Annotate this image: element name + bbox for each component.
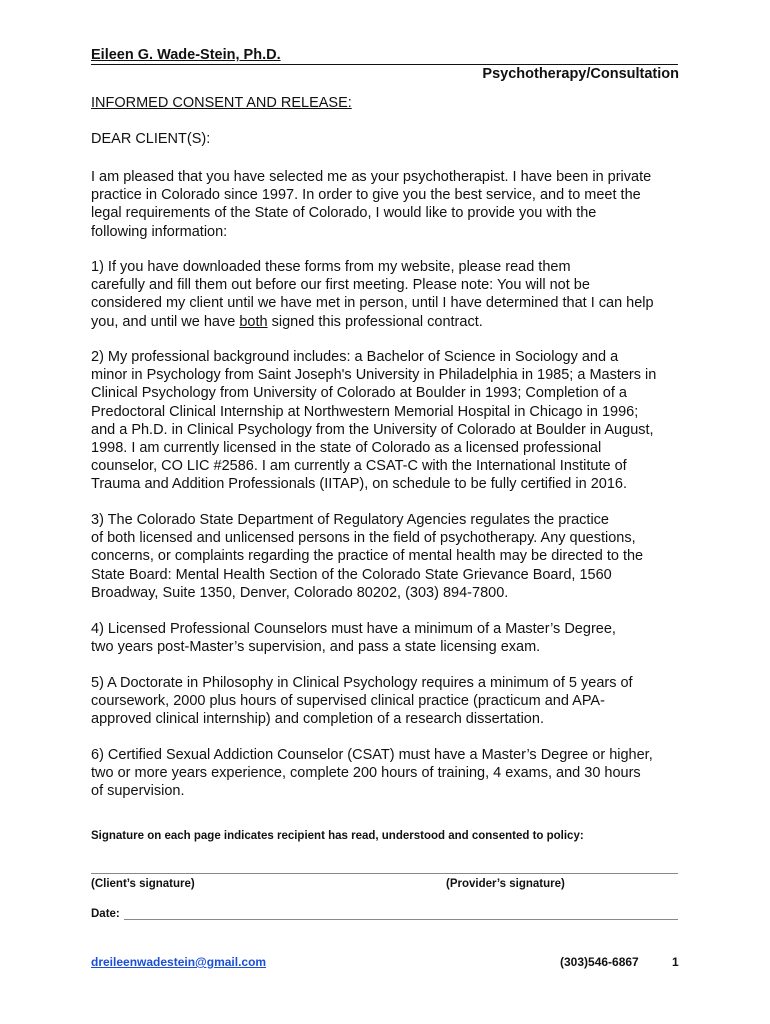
email-link[interactable]: dreileenwadestein@gmail.com [91, 955, 267, 969]
paragraph-line: Predoctoral Clinical Internship at Northwestern Memorial Hospital in Chicago in 1996; [91, 403, 639, 420]
paragraph-line: practice in Colorado since 1997. In order to give you the best service, and to meet the [91, 187, 641, 204]
paragraph-line [91, 313, 691, 331]
paragraph-line: and a Ph.D. in Clinical Psychology from the University of Colorado at Boulder in August, [91, 421, 654, 438]
paragraph-line: of supervision. [91, 783, 185, 800]
provider-signature-label: (Provider’s signature) [446, 878, 565, 890]
paragraph-line: legal requirements of the State of Colorado, I would like to provide you with the [91, 205, 597, 222]
date-label: Date: [91, 908, 120, 920]
section-title: INFORMED CONSENT AND RELEASE: [91, 95, 352, 111]
paragraph-line: Trauma and Addition Professionals (IITAP), on schedule to be fully certified in 2016. [91, 476, 627, 493]
practice-title: Psychotherapy/Consultation [482, 66, 679, 82]
paragraph-line: concerns, or complaints regarding the practice of mental health may be directed to the [91, 548, 644, 565]
paragraph-line: 1998. I am currently licensed in the state of Colorado as a licensed professional [91, 440, 602, 457]
item-5-paragraph [91, 674, 691, 729]
paragraph-line: of both licensed and unlicensed persons in the field of psychotherapy. Any questions, [91, 530, 636, 547]
paragraph-line: Clinical Psychology from University of Colorado at Boulder in 1993; Completion of a [91, 385, 627, 402]
signature-line[interactable] [91, 873, 678, 874]
header-name-line [91, 47, 678, 65]
paragraph-line: 5) A Doctorate in Philosophy in Clinical Psychology requires a minimum of 5 years of [91, 675, 633, 691]
paragraph-line: minor in Psychology from Saint Joseph's University in Philadelphia in 1985; a Masters in [91, 367, 657, 384]
paragraph-line: counselor, CO LIC #2586. I am currently a CSAT-C with the International Institute of [91, 458, 627, 475]
item-6-paragraph [91, 746, 691, 801]
item-4-paragraph [91, 620, 691, 656]
paragraph-line: 3) The Colorado State Department of Regulatory Agencies regulates the practice [91, 512, 609, 528]
paragraph-line: considered my client until we have met in person, until I have determined that I can help [91, 295, 654, 312]
paragraph-line: Broadway, Suite 1350, Denver, Colorado 80202, (303) 894-7800. [91, 584, 509, 601]
salutation: DEAR CLIENT(S): [91, 131, 211, 147]
intro-paragraph [91, 168, 691, 241]
paragraph-line: two or more years experience, complete 200 hours of training, 4 exams, and 30 hours [91, 765, 641, 782]
line-segment: you, and until we have [91, 313, 240, 330]
paragraph-line: following information: [91, 223, 228, 240]
date-line[interactable] [124, 919, 678, 920]
paragraph-line: 6) Certified Sexual Addiction Counselor (CSAT) must have a Master’s Degree or higher, [91, 747, 653, 763]
paragraph-line: State Board: Mental Health Section of the Colorado State Grievance Board, 1560 [91, 566, 612, 583]
page-number: 1 [672, 955, 679, 969]
emphasis-both: both [239, 313, 268, 330]
paragraph-line: 2) My professional background includes: a Bachelor of Science in Sociology and a [91, 349, 619, 365]
line-segment: signed this professional contract. [267, 313, 483, 330]
client-signature-label: (Client’s signature) [91, 878, 195, 890]
paragraph-line: 4) Licensed Professional Counselors must have a minimum of a Master’s Degree, [91, 621, 616, 637]
paragraph-line: coursework, 2000 plus hours of supervised clinical practice (practicum and APA- [91, 693, 605, 710]
paragraph-line: approved clinical internship) and completion of a research dissertation. [91, 711, 544, 728]
paragraph-line: I am pleased that you have selected me as your psychotherapist. I have been in private [91, 169, 652, 185]
item-1-paragraph [91, 258, 691, 331]
paragraph-line: two years post-Master’s supervision, and pass a state licensing exam. [91, 639, 541, 656]
therapist-name: Eileen G. Wade-Stein, Ph.D. [91, 47, 281, 63]
item-2-paragraph [91, 348, 691, 494]
paragraph-line: 1) If you have downloaded these forms from my website, please read them [91, 259, 571, 275]
paragraph-line: carefully and fill them out before our first meeting. Please note: You will not be [91, 277, 590, 294]
phone-number: (303)546-6867 [560, 955, 639, 969]
item-3-paragraph [91, 511, 691, 602]
signature-note: Signature on each page indicates recipient has read, understood and consented to policy: [91, 830, 584, 842]
